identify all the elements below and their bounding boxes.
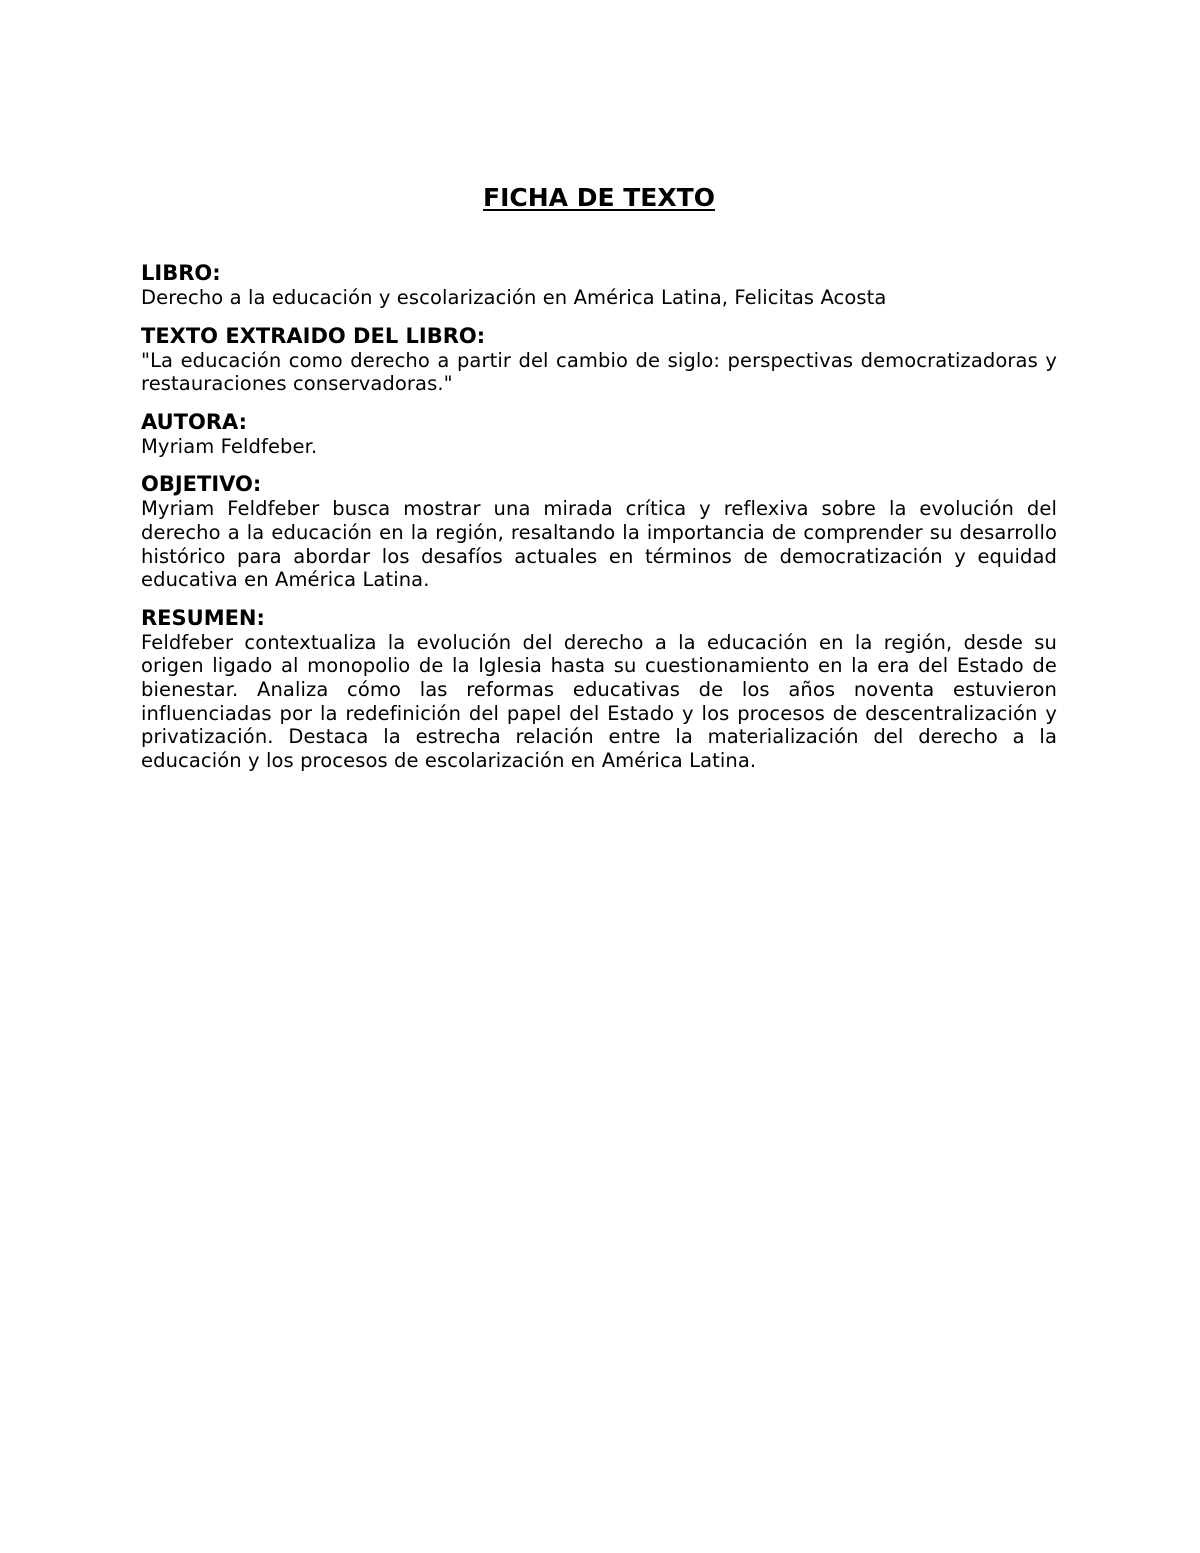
document-page	[141, 180, 1057, 786]
section-heading: TEXTO EXTRAIDO DEL LIBRO:	[141, 323, 486, 348]
section-objetivo	[141, 472, 1057, 591]
section-text: Derecho a la educación y escolarización en América Latina, Felicitas Acosta	[141, 286, 887, 309]
section-heading: LIBRO:	[141, 261, 221, 285]
section-text: Myriam Feldfeber busca mostrar una mirada crítica y reflexiva sobre la evolución del derecho a la educación en la región, resaltando la importancia de comprender su desarrollo histórico para abordar los desafíos actuales en términos de democratización y equidad educativa en América Latina.	[141, 497, 1057, 592]
section-text: "La educación como derecho a partir del cambio de siglo: perspectivas democratizadoras y restauraciones conservadoras."	[141, 348, 1057, 396]
section-heading: OBJETIVO:	[141, 472, 262, 497]
section-texto-extraido	[141, 324, 1057, 396]
section-autora	[141, 410, 1057, 459]
document-title: FICHA DE TEXTO	[483, 183, 715, 212]
section-heading: AUTORA:	[141, 409, 248, 434]
section-resumen	[141, 606, 1057, 773]
section-text: Myriam Feldfeber.	[141, 434, 318, 458]
section-heading: RESUMEN:	[141, 605, 265, 630]
section-libro	[141, 261, 1057, 310]
section-text: Feldfeber contextualiza la evolución del derecho a la educación en la región, desde su origen ligado al monopolio de la Iglesia hasta su cuestionamiento en la era del Estado de bienestar. Analiza cómo las reformas educativas de los años noventa estuvieron influenciadas por la redefinición del papel del Estado y los procesos de descentralización y privatización. Destaca la estrecha relación entre la materialización del derecho a la educación y los procesos de escolarización en América Latina.	[141, 630, 1057, 772]
